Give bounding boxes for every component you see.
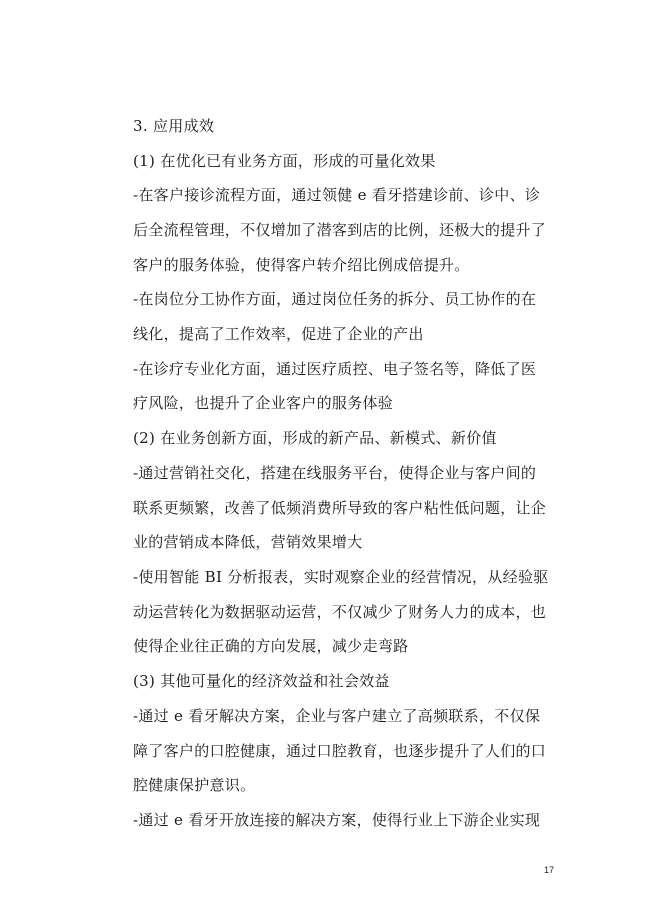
text-line: -在岗位分工协作方面，通过岗位任务的拆分、员工协作的在 [133, 290, 537, 308]
text-line: 使得企业往正确的方向发展，减少走弯路 [133, 637, 409, 655]
subsection-heading-3: (3) 其他可量化的经济效益和社会效益 [133, 672, 390, 690]
subsection-heading-2: (2) 在业务创新方面，形成的新产品、新模式、新价值 [133, 429, 497, 447]
text-line: 腔健康保护意识。 [133, 776, 256, 794]
text-line: 客户的服务体验，使得客户转介绍比例成倍提升。 [133, 256, 470, 274]
section-heading: 3. 应用成效 [133, 117, 215, 135]
text-line: 动运营转化为数据驱动运营，不仅减少了财务人力的成本，也 [133, 603, 547, 621]
text-line: -使用智能 BI 分析报表，实时观察企业的经营情况，从经验驱 [133, 568, 549, 586]
text-line: 障了客户的口腔健康，通过口腔教育，也逐步提升了人们的口 [133, 742, 547, 760]
text-line: -通过 e 看牙开放连接的解决方案，使得行业上下游企业实现 [133, 811, 541, 829]
text-line: -在客户接诊流程方面，通过领健 e 看牙搭建诊前、诊中、诊 [133, 186, 541, 204]
text-line: 业的营销成本降低，营销效果增大 [133, 533, 363, 551]
text-line: 后全流程管理，不仅增加了潜客到店的比例，还极大的提升了 [133, 221, 547, 239]
subsection-heading-1: (1) 在优化已有业务方面，形成的可量化效果 [133, 152, 436, 170]
text-line: -通过营销社交化，搭建在线服务平台，使得企业与客户间的 [133, 464, 537, 482]
text-line: -在诊疗专业化方面，通过医疗质控、电子签名等，降低了医 [133, 360, 537, 378]
text-line: -通过 e 看牙解决方案，企业与客户建立了高频联系，不仅保 [133, 707, 541, 725]
text-line: 疗风险，也提升了企业客户的服务体验 [133, 394, 394, 412]
text-line: 线化，提高了工作效率，促进了企业的产出 [133, 325, 424, 343]
text-line: 联系更频繁，改善了低频消费所导致的客户粘性低问题，让企 [133, 499, 547, 517]
page-number: 17 [544, 865, 555, 875]
